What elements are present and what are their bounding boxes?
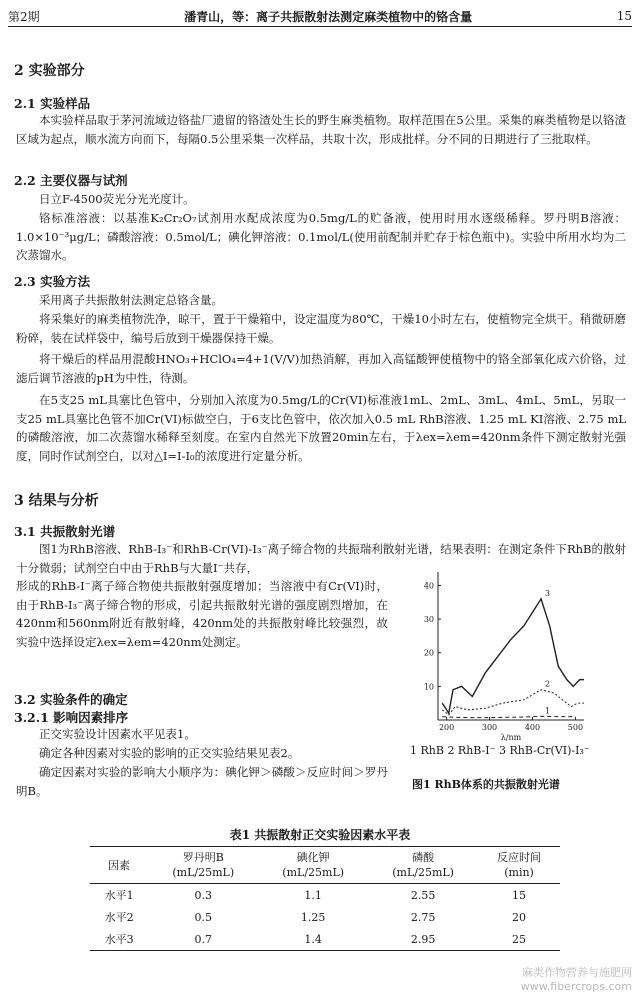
page-number: 15	[616, 9, 632, 23]
y-tick-label: 40	[423, 581, 434, 591]
x-tick-label: 200	[438, 723, 455, 732]
section-3-2-1-p3: 确定因素对实验的影响大小顺序为：碘化钾＞磷酸＞反应时间＞罗丹明B。	[16, 765, 388, 798]
section-3-1-text-b: 形成的RhB-I⁻离子缔合物使共振散射强度增加；当溶液中有Cr(VI)时，由于RhB-I₃⁻离子缔合物的形成，引起共振散射光谱的强度剧烈增加，在420nm和560nm附近有散射峰，420nm处的共振散射峰比较强烈，故实验中选择设定λex=λem=420nm处测定。	[16, 579, 388, 649]
watermark-text: 麻类作物营养与施肥网	[522, 966, 632, 979]
table-header-cell	[148, 847, 258, 884]
table-cell: 1.4	[304, 932, 322, 946]
section-3-2-1-p1: 正交实验设计因素水平见表1。	[39, 727, 196, 741]
series-label: 3	[545, 588, 551, 598]
section-2-3-p4: 在5支25 mL具塞比色管中，分别加入浓度为0.5mg/L的Cr(VI)标准液1mL、2mL、3mL、4mL、5mL，另取一支25 mL具塞比色管不加Cr(VI)标做空白，于6支比色管中，依次加入0.5 mL RhB溶液、1.25 mL KI溶液、2.75 mL的磷酸溶液，加二次蒸馏水稀释至刻度。在室内自然光下放置20min左右，于λex=λem=420nm条件下测定散射光强度，同时作试剂空白，以对△I=I-I₀的浓度进行定量分析。	[16, 393, 626, 463]
section-2-3-p2: 将采集好的麻类植物洗净，晾干，置于干燥箱中，设定温度为80℃，干燥10小时左右，使植物完全烘干。稍微研磨粉碎，装在试样袋中，编号后放到干燥器保持干燥。	[16, 312, 626, 345]
series-line-2	[442, 690, 584, 715]
x-tick-label: 500	[567, 723, 584, 732]
header-label: 因素	[108, 858, 131, 872]
x-tick-label: 400	[524, 723, 541, 732]
section-2-2-reagents: 铬标准溶液：以基准K₂Cr₂O₇试剂用水配成浓度为0.5mg/L的贮备液，使用时用水逐级稀释。罗丹明B溶液：1.0×10⁻³μg/L；磷酸溶液：0.5mol/L；碘化钾溶液：0.1mol/L(使用前配制并贮存于棕色瓶中)。实验中所用水均为二次蒸馏水。	[16, 211, 626, 262]
table-cell: 0.3	[194, 888, 212, 902]
table-1	[90, 846, 560, 951]
table-cell: 2.55	[410, 888, 436, 902]
figure-caption: 图1 RhB体系的共振散射光谱	[412, 778, 560, 791]
series-label: 2	[545, 679, 551, 689]
table-cell: 水平1	[104, 889, 134, 902]
section-2-title: 2 实验部分	[14, 63, 85, 79]
header-unit: (mL/25mL)	[172, 866, 235, 879]
y-tick-label: 10	[423, 682, 434, 692]
x-tick-label: 300	[481, 723, 498, 732]
x-axis-label: λ/nm	[500, 733, 522, 742]
section-3-title: 3 结果与分析	[14, 493, 99, 509]
table-1-caption: 表1 共振散射正交实验因素水平表	[229, 828, 411, 842]
table-row	[90, 928, 560, 951]
header-unit: (min)	[504, 866, 534, 879]
section-3-2-1-p2: 确定各种因素对实验的影响的正交实验结果见表2。	[39, 746, 300, 760]
section-2-2-title: 2.2 主要仪器与试剂	[14, 173, 128, 188]
figure-legend: 1 RhB 2 RhB-I⁻ 3 RhB-Cr(VI)-I₃⁻	[410, 744, 590, 757]
table-header-cell	[368, 847, 478, 884]
series-label: 1	[545, 706, 551, 716]
table-cell: 水平3	[104, 933, 134, 946]
y-tick-label: 20	[423, 648, 434, 658]
header-label: 罗丹明B	[182, 851, 224, 864]
table-cell: 15	[512, 888, 527, 902]
table-cell: 25	[512, 932, 527, 946]
table-header-row	[90, 847, 560, 884]
section-2-3-p3: 将干燥后的样品用混酸HNO₃+HClO₄=4+1(V/V)加热消解，再加入高锰酸钾使植物中的铬全部氧化成六价铬，过滤后调节溶液的pH为中性，待测。	[16, 352, 626, 385]
header-label: 磷酸	[412, 851, 435, 864]
issue-number: 第2期	[8, 9, 40, 24]
section-2-3-title: 2.3 实验方法	[14, 274, 91, 289]
section-2-3-p1: 采用离子共振散射法测定总铬含量。	[39, 293, 223, 307]
running-title: 潘青山，等：离子共振散射法测定麻类植物中的铬含量	[184, 9, 473, 24]
table-cell: 1.1	[304, 888, 322, 902]
series-line-1	[442, 716, 575, 717]
section-3-2-1-title: 3.2.1 影响因素排序	[14, 710, 129, 725]
table-cell: 20	[512, 910, 527, 924]
table-cell: 0.7	[194, 932, 212, 946]
section-3-1-title: 3.1 共振散射光谱	[14, 524, 116, 539]
table-cell: 水平2	[104, 911, 134, 924]
header-unit: (mL/25mL)	[282, 866, 345, 879]
header-label: 碘化钾	[296, 851, 330, 864]
table-row	[90, 906, 560, 928]
header-label: 反应时间	[497, 851, 542, 864]
page-header	[8, 6, 632, 27]
table-header-cell	[258, 847, 368, 884]
section-3-2-title: 3.2 实验条件的确定	[14, 692, 128, 707]
y-tick-label: 30	[423, 615, 434, 625]
watermark-url: www.fibercrops.com	[520, 980, 632, 993]
section-2-1-title: 2.1 实验样品	[14, 96, 91, 111]
table-row	[90, 884, 560, 907]
section-3-1-text-a: 图1为RhB溶液、RhB-I₃⁻和RhB-Cr(VI)-I₃⁻离子缔合物的共振瑞利散射光谱，结果表明：在测定条件下RhB的散射十分微弱；试剂空白中由于RhB与大量I⁻共存，	[16, 542, 626, 575]
table-cell: 2.75	[410, 910, 436, 924]
rs-spectrum-chart	[398, 562, 598, 742]
table-header-cell	[90, 847, 148, 884]
section-2-1-text: 本实验样品取于茅河流域边铬盐厂遗留的铬渣处生长的野生麻类植物。取样范围在5公里。采集的麻类植物是以铬渣区域为起点，顺水流方向而下，每隔0.5公里采集一次样品，共取十次，形成批样。分不同的日期进行了三批取样。	[16, 113, 626, 146]
table-cell: 1.25	[300, 910, 326, 924]
header-unit: (mL/25mL)	[392, 866, 454, 879]
table-cell: 2.95	[410, 932, 436, 946]
table-header-cell	[478, 847, 560, 884]
series-line-3	[442, 599, 584, 716]
section-2-2-instrument: 日立F-4500荧光分光光度计。	[39, 192, 195, 206]
table-cell: 0.5	[194, 910, 212, 924]
